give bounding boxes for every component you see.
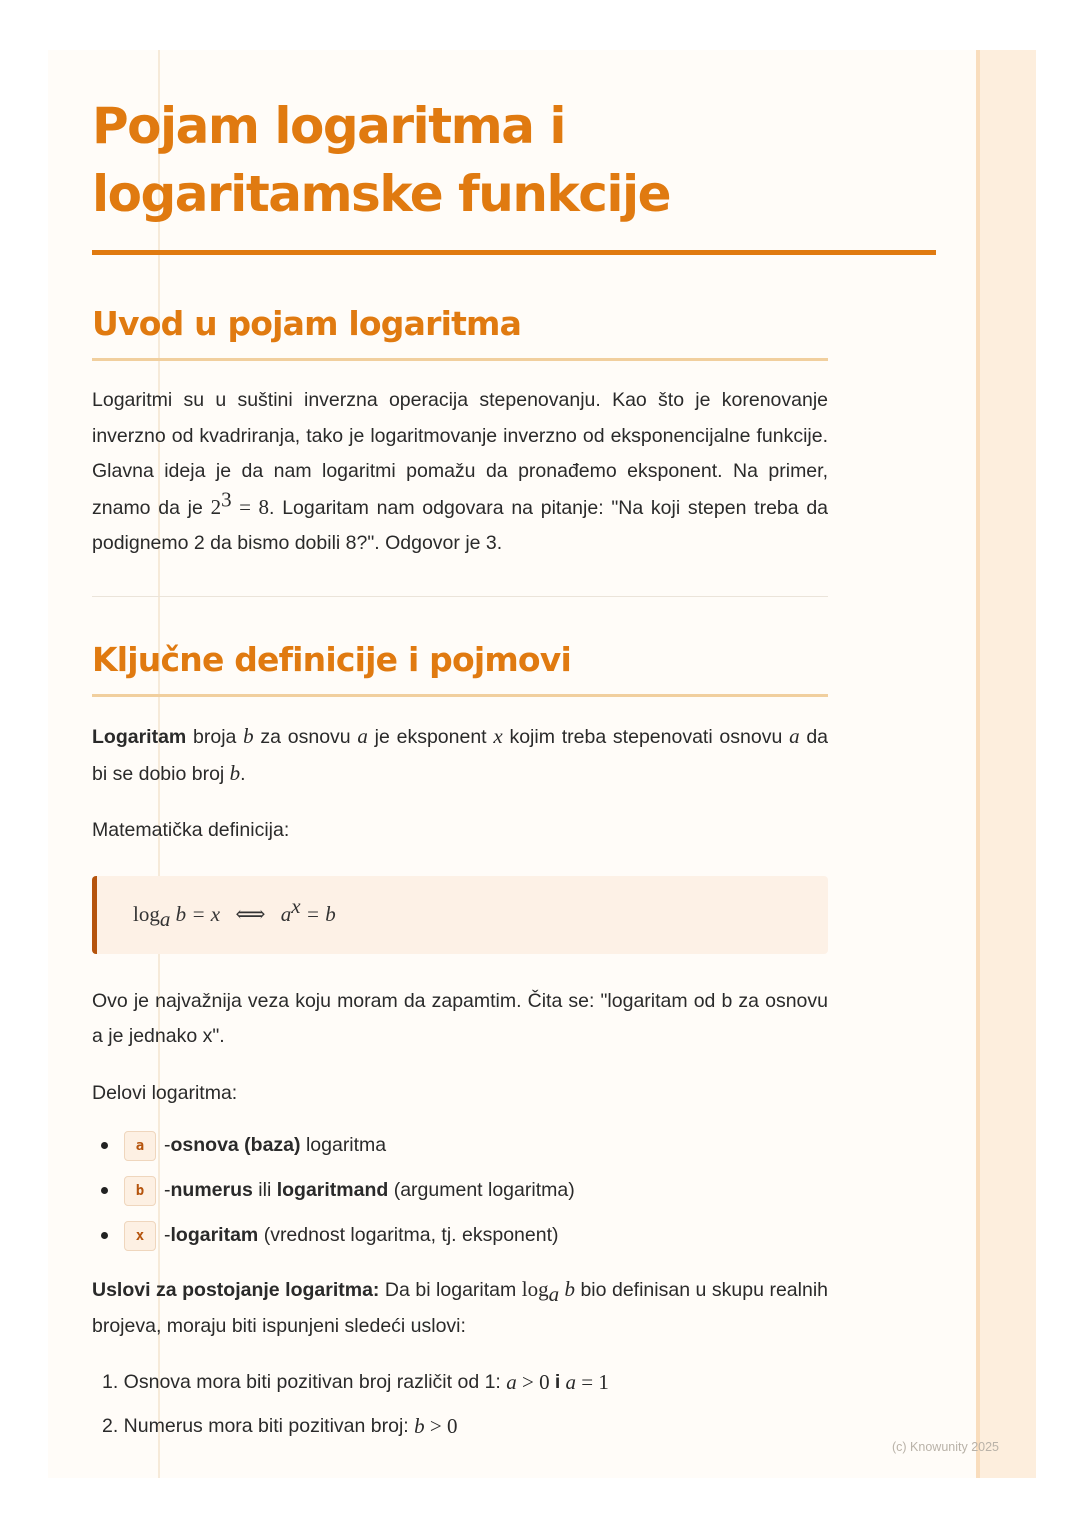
section-divider xyxy=(92,596,828,597)
code-b: b xyxy=(124,1176,156,1206)
copyright-footer: (c) Knowunity 2025 xyxy=(892,1440,1000,1454)
section-heading-definitions: Ključne definicije i pojmovi xyxy=(92,640,572,679)
section-heading-intro: Uvod u pojam logaritma xyxy=(92,304,522,343)
section-underline xyxy=(92,358,828,361)
note-paragraph: Ovo je najvažnija veza koju moram da zapamtim. Čita se: "logaritam od b za osnovu a je jednako x". xyxy=(92,989,828,1047)
list-item: x - logaritam (vrednost logaritma, tj. eksponent) xyxy=(92,1213,828,1258)
parts-list xyxy=(92,1123,828,1258)
title-underline xyxy=(92,250,936,255)
section-intro xyxy=(92,304,828,597)
section-underline xyxy=(92,694,828,697)
parts-label: Delovi logaritma: xyxy=(92,1081,238,1104)
code-a: a xyxy=(124,1131,156,1161)
list-item: a - osnova (baza) logaritma xyxy=(92,1123,828,1168)
conditions-paragraph: Uslovi za postojanje logaritma: Da bi logaritam $\log_a b$ bio definisan u skupu realnih brojeva, moraju biti ispunjeni sledeći uslovi: xyxy=(92,1277,828,1337)
formula-box xyxy=(92,876,828,954)
document-content xyxy=(92,92,828,228)
intro-paragraph: Logaritmi su u suštini inverzna operacija stepenovanju. Kao što je korenovanje inverzno od kvadriranja, tako je logaritmovanje inverzno od eksponencijalne funkcije. Glavna ideja je da nam logaritmi pomažu da pronađemo eksponent. Na primer, znamo da je $2^3 = 8$. Logaritam nam odgovara na pitanje: "Na koji stepen treba da podignemo 2 da bismo dobili 8?". Odgovor je 3. xyxy=(92,389,829,554)
conditions-list xyxy=(92,1360,828,1448)
math-definition-label: Matematička definicija: xyxy=(92,819,290,841)
right-margin-band xyxy=(976,50,1036,1478)
page-title: Pojam logaritma i logaritamske funkcije xyxy=(92,97,671,223)
list-item: b - numerus ili logaritmand (argument logaritma) xyxy=(92,1168,828,1213)
section-definitions xyxy=(92,640,828,1448)
list-item: 2. Numerus mora biti pozitivan broj: b > 0 xyxy=(102,1413,458,1438)
list-item: 1. Osnova mora biti pozitivan broj različit od 1: a > 0 i a = 1 xyxy=(102,1369,609,1394)
formula-expression: $\log_a b = x$ ⟺ $a^x = b$ xyxy=(133,894,336,932)
definition-paragraph: Logaritam broja b za osnovu a je eksponent x kojim treba stepenovati osnovu a da bi se dobio broj b. xyxy=(92,724,829,785)
code-x: x xyxy=(124,1221,156,1251)
